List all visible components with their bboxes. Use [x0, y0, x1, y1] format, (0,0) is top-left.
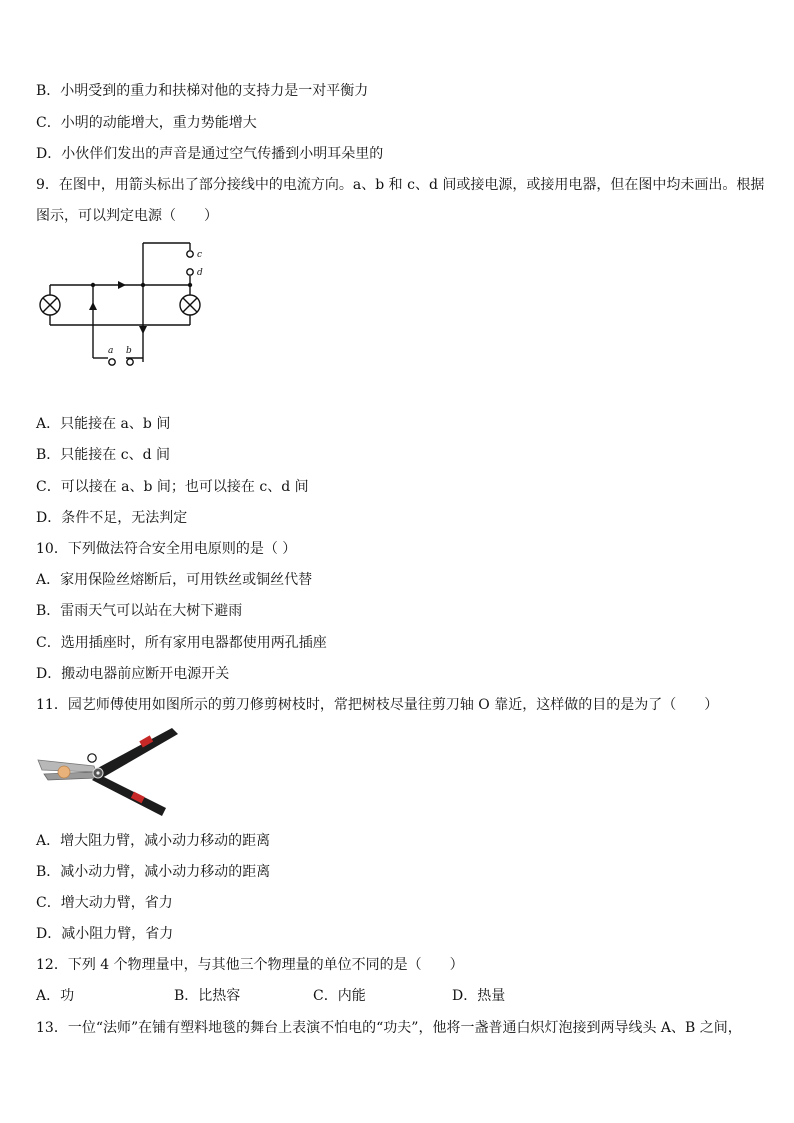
- q8-option-b: B．小明受到的重力和扶梯对他的支持力是一对平衡力: [36, 83, 369, 99]
- q12-option-d[interactable]: D．热量: [452, 988, 506, 1004]
- lamp-right-icon: [180, 295, 200, 315]
- q12-option-c[interactable]: C．内能: [313, 988, 366, 1004]
- arrow-down-icon: [139, 326, 147, 334]
- terminal-d-icon: [187, 269, 193, 275]
- q10-option-a[interactable]: A．家用保险丝熔断后，可用铁丝或铜丝代替: [36, 572, 313, 588]
- terminal-a-icon: [109, 359, 115, 365]
- label-o: O: [86, 750, 87, 751]
- q9-option-b[interactable]: B．只能接在 c、d 间: [36, 447, 170, 463]
- arrow-up-icon: [89, 302, 97, 310]
- q12-option-a[interactable]: A．功: [36, 988, 75, 1004]
- q9-stem-line2: 图示，可以判定电源（ ）: [36, 208, 218, 224]
- q12-options-row: [36, 986, 505, 1006]
- q11-option-b[interactable]: B．减小动力臂，减小动力移动的距离: [36, 864, 271, 880]
- q12-stem: 12．下列 4 个物理量中，与其他三个物理量的单位不同的是（ ）: [36, 957, 464, 973]
- q10-option-b[interactable]: B．雷雨天气可以站在大树下避雨: [36, 603, 243, 619]
- q9-option-c[interactable]: C．可以接在 a、b 间；也可以接在 c、d 间: [36, 479, 309, 495]
- twig-icon: [58, 766, 70, 778]
- q8-option-c: C．小明的动能增大，重力势能增大: [36, 115, 257, 131]
- q8-option-d: D．小伙伴们发出的声音是通过空气传播到小明耳朵里的: [36, 146, 384, 162]
- label-c: c: [197, 250, 203, 260]
- q10-option-c[interactable]: C．选用插座时，所有家用电器都使用两孔插座: [36, 635, 327, 651]
- label-a: a: [108, 346, 114, 356]
- q9-option-d[interactable]: D．条件不足，无法判定: [36, 510, 188, 526]
- lamp-left-icon: [40, 295, 60, 315]
- q9-stem-line1: 9．在图中，用箭头标出了部分接线中的电流方向。a、b 和 c、d 间或接电源，或接用电器，但在图中均未画出。根据: [36, 177, 765, 193]
- q12-option-b[interactable]: B．比热容: [174, 988, 241, 1004]
- q11-option-a[interactable]: A．增大阻力臂，减小动力移动的距离: [36, 833, 271, 849]
- q13-stem: 13．一位“法师”在铺有塑料地毯的舞台上表演不怕电的“功夫”，他将一盏普通白炽灯泡接到两导线头 A、B 之间，: [36, 1020, 742, 1036]
- label-d: d: [197, 268, 203, 278]
- q11-scissors-figure: [36, 724, 181, 822]
- q11-option-c[interactable]: C．增大动力臂，省力: [36, 895, 173, 911]
- terminal-c-icon: [187, 251, 193, 257]
- q10-stem: 10．下列做法符合安全用电原则的是（ ）: [36, 541, 297, 557]
- terminal-b-icon: [127, 359, 133, 365]
- arrow-right-icon: [118, 281, 126, 289]
- q11-option-d[interactable]: D．减小阻力臂，省力: [36, 926, 174, 942]
- label-b: b: [126, 346, 132, 356]
- q9-circuit-diagram: [34, 240, 214, 370]
- q10-option-d[interactable]: D．搬动电器前应断开电源开关: [36, 666, 230, 682]
- q9-option-a[interactable]: A．只能接在 a、b 间: [36, 416, 171, 432]
- q11-stem: 11．园艺师傅使用如图所示的剪刀修剪树枝时，常把树枝尽量往剪刀轴 O 靠近，这样做的目的是为了（ ）: [36, 697, 719, 713]
